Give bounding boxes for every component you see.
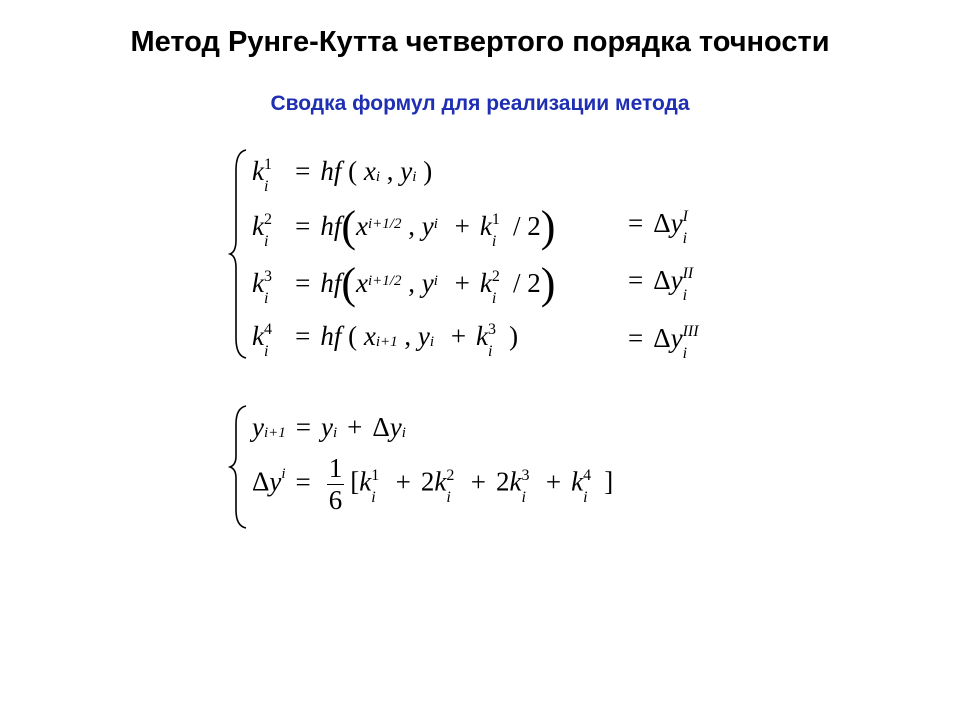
system1-delta-3: = Δy III i — [628, 323, 699, 363]
page-subtitle: Сводка формул для реализации метода — [270, 92, 690, 115]
system2-equation-2: Δyi = $\frac{1}{6}$ [k 1 i + 2k 2 i + 2k 3 i + k 4 i ] — [252, 453, 614, 515]
system1-brace — [228, 148, 250, 360]
page-title: Метод Рунге-Кутта четвертого порядка точности — [130, 26, 830, 58]
system2-brace — [228, 404, 250, 530]
system1-delta-1: = Δy I i — [628, 208, 688, 248]
system1-equation-4: k 4 i = hf ( xi+1 , yi + k 3 i ) — [252, 321, 519, 361]
one-sixth-fraction: $\frac{1}{6}$ — [328, 453, 343, 515]
system1-delta-2: = Δy II i — [628, 265, 694, 305]
system1-equation-1: k 1 i = hf ( xi , yi ) — [252, 156, 433, 196]
system1-equation-2: k 2 i = hf(xi+1/2 , yi + k 1 i / 2) — [252, 202, 556, 251]
system2-equation-1: yi+1 = yi + Δyi — [252, 412, 406, 442]
system1-equation-3: k 3 i = hf(xi+1/2 , yi + k 2 i / 2) — [252, 259, 556, 308]
